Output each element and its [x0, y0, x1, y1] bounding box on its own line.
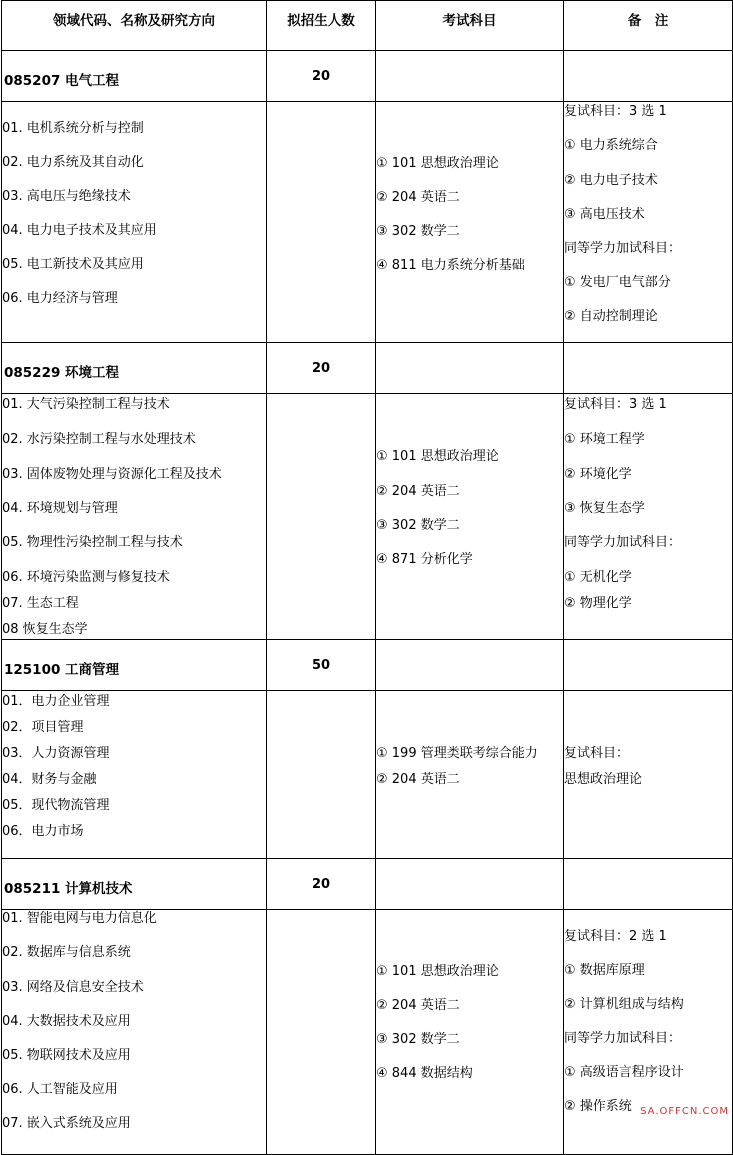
list-item: 01．电力企业管理 [2, 694, 110, 709]
direction-list [2, 394, 267, 640]
list-item: ④ 811 电力系统分析基础 [376, 258, 525, 273]
list-item: ① 101 思想政治理论 [376, 449, 499, 464]
list-item: 复试科目：3 选 1 [564, 397, 667, 412]
program-detail-row [2, 910, 733, 1155]
list-item: ② 物理化学 [564, 596, 632, 611]
list-item: ① 环境工程学 [564, 432, 645, 447]
list-item: 05．现代物流管理 [2, 798, 110, 813]
program-detail-row [2, 102, 733, 343]
program-row [2, 51, 733, 102]
notes-list [564, 691, 733, 859]
watermark: SA.OFFCN.COM [640, 1106, 729, 1117]
list-item: 07. 嵌入式系统及应用 [2, 1116, 131, 1131]
list-item: ② 电力电子技术 [564, 173, 658, 188]
list-item: ① 无机化学 [564, 570, 632, 585]
exam-list [376, 102, 564, 343]
program-detail-row [2, 691, 733, 859]
program-name: 125100 工商管理 [2, 640, 267, 691]
list-item: ③ 302 数学二 [376, 518, 460, 533]
exam-list [376, 910, 564, 1155]
list-item: 06．电力市场 [2, 824, 84, 839]
exam-list [376, 394, 564, 640]
list-item: ③ 302 数学二 [376, 1032, 460, 1047]
header-row [2, 1, 733, 51]
list-item: ② 204 英语二 [376, 484, 460, 499]
list-item: ② 204 英语二 [376, 772, 460, 787]
list-item: 06. 电力经济与管理 [2, 291, 118, 306]
list-item: ③ 恢复生态学 [564, 501, 645, 516]
list-item: ④ 844 数据结构 [376, 1066, 473, 1081]
list-item: 02．项目管理 [2, 720, 84, 735]
list-item: 复试科目：3 选 1 [564, 104, 667, 119]
list-item: 同等学力加试科目： [564, 1031, 682, 1046]
notes-list [564, 394, 733, 640]
list-item: ③ 高电压技术 [564, 207, 645, 222]
list-item: ① 199 管理类联考综合能力 [376, 746, 538, 761]
list-item: ① 数据库原理 [564, 963, 645, 978]
notes-list [564, 910, 733, 1155]
list-item: ② 计算机组成与结构 [564, 997, 684, 1012]
program-row [2, 343, 733, 394]
list-item: 04. 大数据技术及应用 [2, 1014, 131, 1029]
list-item: 04. 环境规划与管理 [2, 501, 118, 516]
admissions-table [1, 0, 733, 1155]
program-quota: 20 [267, 51, 376, 102]
list-item: 05. 物联网技术及应用 [2, 1048, 131, 1063]
program-quota: 20 [267, 859, 376, 910]
list-item: 03. 高电压与绝缘技术 [2, 189, 131, 204]
list-item: 04. 电力电子技术及其应用 [2, 223, 157, 238]
program-name: 085211 计算机技术 [2, 859, 267, 910]
list-item: 02. 水污染控制工程与水处理技术 [2, 432, 196, 447]
list-item: ② 自动控制理论 [564, 309, 658, 324]
list-item: ② 204 英语二 [376, 190, 460, 205]
list-item: 思想政治理论 [564, 772, 643, 787]
list-item: 同等学力加试科目： [564, 535, 682, 550]
list-item: 04．财务与金融 [2, 772, 97, 787]
program-name: 085229 环境工程 [2, 343, 267, 394]
list-item: ① 电力系统综合 [564, 138, 658, 153]
direction-list [2, 102, 267, 343]
list-item: ② 环境化学 [564, 467, 632, 482]
program-name: 085207 电气工程 [2, 51, 267, 102]
list-item: 06. 人工智能及应用 [2, 1082, 118, 1097]
program-detail-row [2, 394, 733, 640]
header-notes: 备 注 [564, 1, 733, 51]
list-item: 02. 数据库与信息系统 [2, 945, 131, 960]
list-item: 01. 大气污染控制工程与技术 [2, 397, 170, 412]
list-item: 同等学力加试科目： [564, 241, 682, 256]
direction-list [2, 910, 267, 1155]
notes-list [564, 102, 733, 343]
list-item: 复试科目： [564, 746, 630, 761]
header-direction: 领域代码、名称及研究方向 [2, 1, 267, 51]
list-item: ① 发电厂电气部分 [564, 275, 671, 290]
program-quota: 50 [267, 640, 376, 691]
list-item: 01. 智能电网与电力信息化 [2, 911, 157, 926]
list-item: ① 高级语言程序设计 [564, 1065, 684, 1080]
list-item: 03. 网络及信息安全技术 [2, 980, 144, 995]
list-item: 08 恢复生态学 [2, 622, 88, 637]
program-row [2, 859, 733, 910]
header-exams: 考试科目 [376, 1, 564, 51]
list-item: 02. 电力系统及其自动化 [2, 155, 144, 170]
list-item: ② 操作系统 [564, 1099, 632, 1114]
list-item: ④ 871 分析化学 [376, 552, 473, 567]
list-item: 07. 生态工程 [2, 596, 79, 611]
program-row [2, 640, 733, 691]
list-item: 03．人力资源管理 [2, 746, 110, 761]
program-quota: 20 [267, 343, 376, 394]
list-item: 05. 电工新技术及其应用 [2, 257, 144, 272]
list-item: 01. 电机系统分析与控制 [2, 121, 144, 136]
list-item: 复试科目：2 选 1 [564, 929, 667, 944]
header-quota: 拟招生人数 [267, 1, 376, 51]
list-item: 06. 环境污染监测与修复技术 [2, 570, 170, 585]
list-item: ① 101 思想政治理论 [376, 156, 499, 171]
list-item: 03. 固体废物处理与资源化工程及技术 [2, 467, 222, 482]
list-item: ② 204 英语二 [376, 998, 460, 1013]
direction-list [2, 691, 267, 859]
exam-list [376, 691, 564, 859]
list-item: 05. 物理性污染控制工程与技术 [2, 535, 183, 550]
list-item: ① 101 思想政治理论 [376, 964, 499, 979]
list-item: ③ 302 数学二 [376, 224, 460, 239]
